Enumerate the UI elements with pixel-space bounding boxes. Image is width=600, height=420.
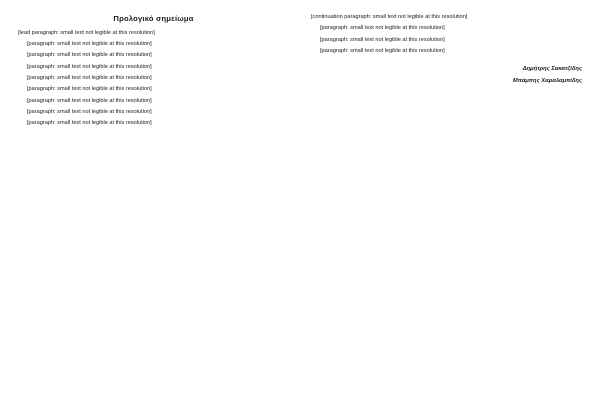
paragraph: [paragraph: small text not legible at this resolution] xyxy=(320,36,445,43)
paragraph: [paragraph: small text not legible at this resolution] xyxy=(27,97,152,104)
paragraph: [paragraph: small text not legible at this resolution] xyxy=(27,109,152,116)
paragraph: [continuation paragraph: small text not legible at this resolution] xyxy=(311,14,468,20)
paragraph: [paragraph: small text not legible at this resolution] xyxy=(320,25,445,32)
left-column xyxy=(18,14,289,410)
signature-author: Δημήτρης Σακατζίδης xyxy=(522,66,582,73)
paragraph: [paragraph: small text not legible at this resolution] xyxy=(320,47,445,54)
document-title: Προλογικό σημείωμα xyxy=(113,14,194,23)
paragraph: [paragraph: small text not legible at this resolution] xyxy=(27,52,152,59)
signatures xyxy=(311,65,582,84)
paragraph: [lead paragraph: small text not legible at this resolution] xyxy=(18,29,155,36)
paragraph: [paragraph: small text not legible at this resolution] xyxy=(27,86,152,93)
signature-author: Μπάμπης Χαραλαμπίδης xyxy=(512,77,582,84)
right-column xyxy=(311,14,582,410)
paragraph: [paragraph: small text not legible at this resolution] xyxy=(27,63,152,70)
paragraph: [paragraph: small text not legible at this resolution] xyxy=(27,75,152,82)
paragraph: [paragraph: small text not legible at this resolution] xyxy=(27,41,152,48)
paragraph: [paragraph: small text not legible at this resolution] xyxy=(27,120,152,127)
